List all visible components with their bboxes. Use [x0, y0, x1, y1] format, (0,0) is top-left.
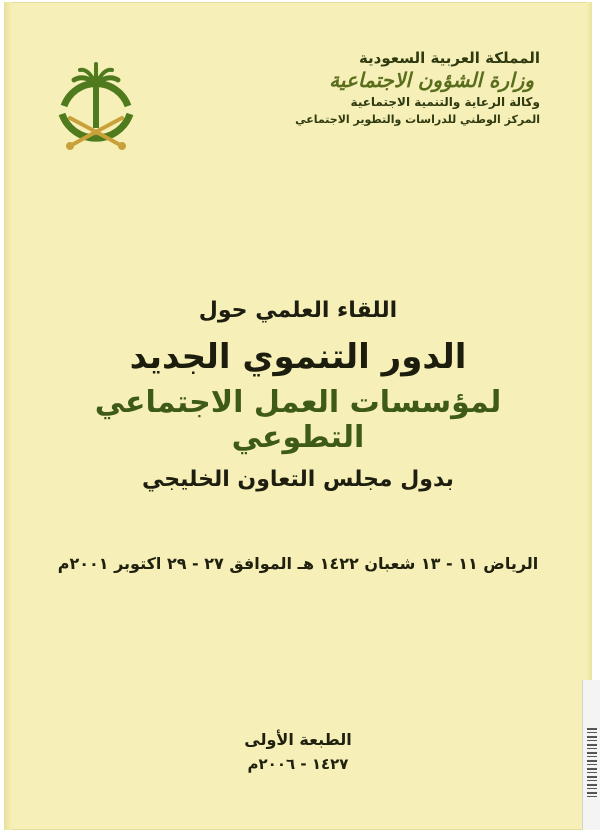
event-dateline: الرياض ١١ - ١٣ شعبان ١٤٢٢ هـ الموافق ٢٧ - ٢٩ اكتوبر ٢٠٠١م — [57, 554, 539, 573]
country-name: المملكة العربية السعودية — [358, 49, 540, 67]
edition-label: الطبعة الأولى — [244, 730, 352, 749]
publisher-header — [240, 50, 540, 127]
ministry-name: وزارة الشؤون الاجتماعية — [329, 68, 534, 93]
title-sub: لمؤسسات العمل الاجتماعي التطوعي — [94, 385, 502, 455]
edition-block — [184, 730, 412, 773]
title-main: الدور التنموي الجديد — [129, 337, 467, 377]
saudi-emblem-palm-swords-icon — [48, 50, 144, 162]
center-name: المركز الوطني للدراسات والتطوير الاجتماعي — [295, 113, 540, 127]
barcode-icon — [587, 728, 597, 798]
book-cover — [4, 2, 592, 830]
cover-spine-edge — [4, 2, 12, 830]
title-block — [44, 298, 552, 492]
title-intro: اللقاء العلمي حول — [198, 298, 398, 323]
title-region: بدول مجلس التعاون الخليجي — [142, 467, 454, 492]
library-barcode-sticker — [582, 680, 600, 830]
agency-name: وكالة الرعاية والتنمية الاجتماعية — [350, 95, 540, 110]
edition-year: ١٤٢٧ - ٢٠٠٦م — [247, 755, 349, 773]
